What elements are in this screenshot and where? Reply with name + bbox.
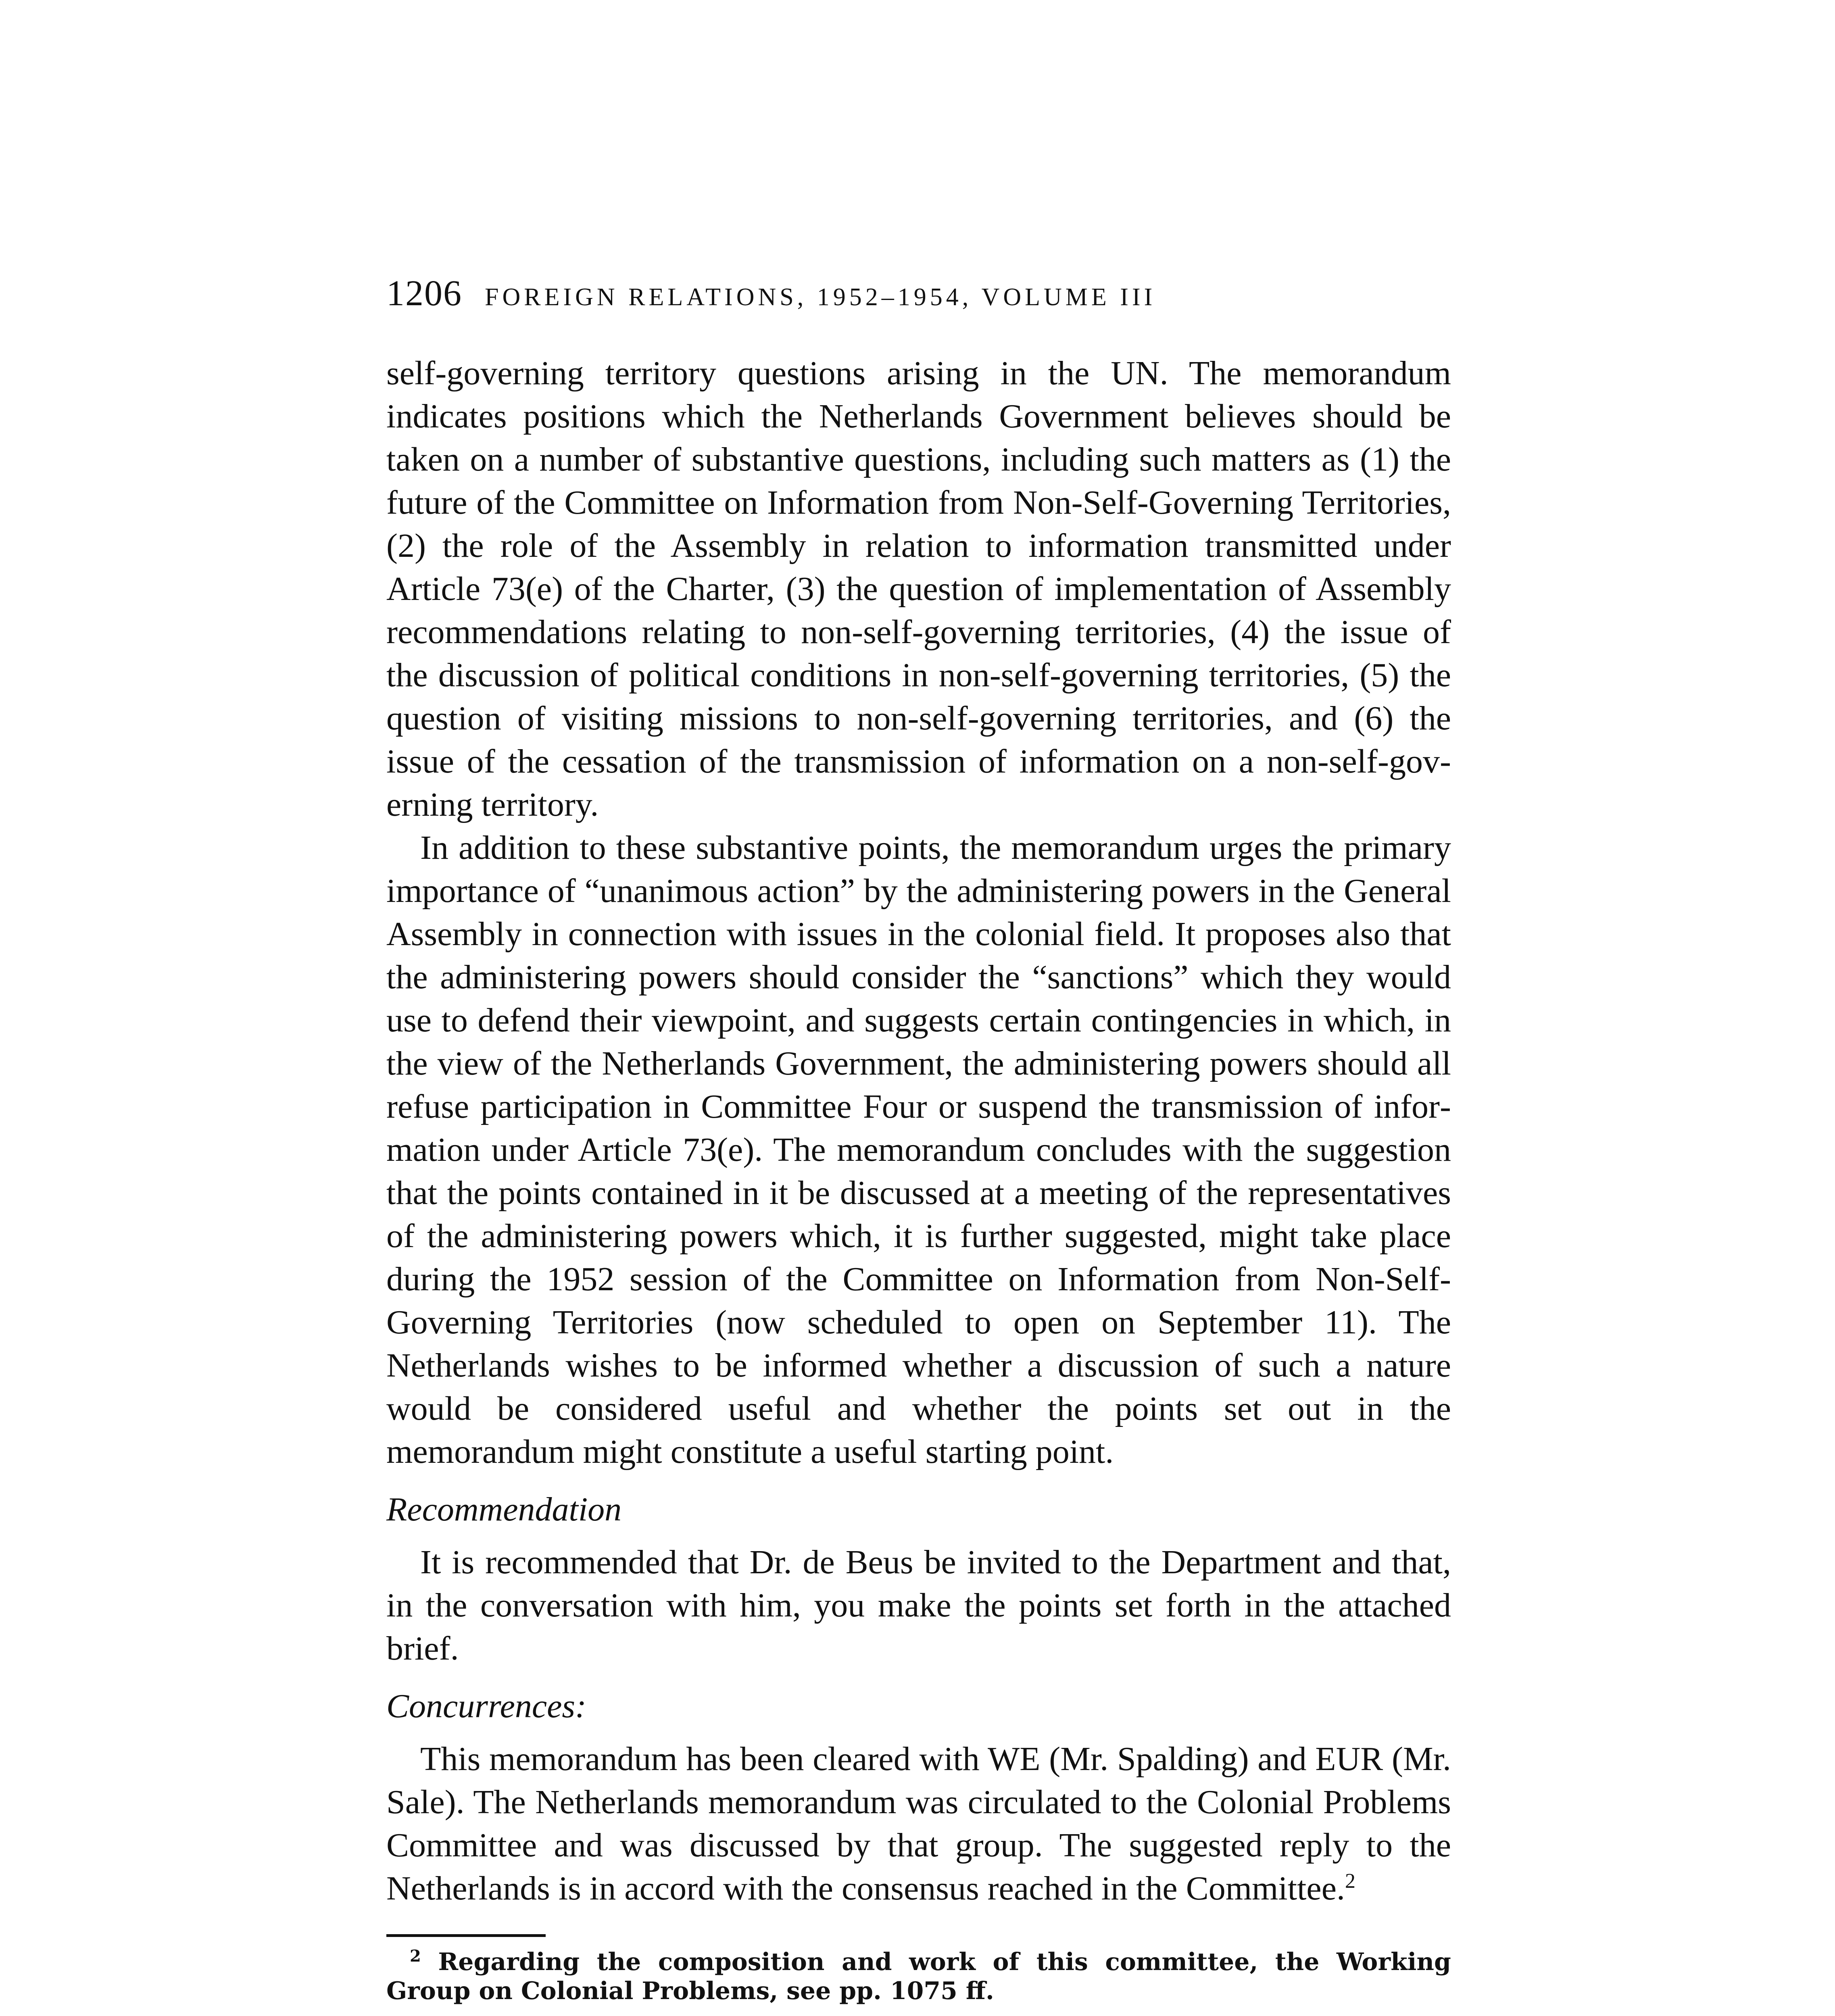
footnote (386, 1947, 1451, 2006)
recommendation-paragraph: It is recommended that Dr. de Beus be invited to the Department and that, in the conversation with him, you make the points set forth in the attached brief. (386, 1543, 1451, 1667)
footnote-text: Regarding the composition and work of this committee, the Working Group on Colonial Problems, see pp. 1075 ff. (386, 1948, 1451, 2005)
footnote-divider (386, 1934, 546, 1937)
running-head: FOREIGN RELATIONS, 1952–1954, VOLUME III (485, 283, 1156, 311)
page-number: 1206 (386, 273, 462, 313)
document-body (386, 352, 1451, 2006)
footnote-marker: 2 (410, 1947, 421, 1966)
paragraph-unanimous-action: In addition to these substantive points, the memorandum urges the primary importance of “unanimous action” by the administering powers in the General Assembly in connection with issues in the colonial field. It proposes also that the administering powers should consider the “sanctions” which they would use to defend their viewpoint, and suggests certain contingencies in which, in the view of the Netherlands Government, the administering powers should all refuse participation in Committee Four or suspend the transmission of information under Article 73(e). The memorandum concludes with the suggestion that the points contained in it be discussed at a meeting of the representatives of the administering powers which, it is further suggested, might take place during the 1952 session of the Committee on Information from Non-Self-Governing Territories (now scheduled to open on September 11). The Netherlands wishes to be informed whether a discussion of such a nature would be considered useful and whether the points set out in the memorandum might constitute a useful starting point. (386, 829, 1451, 1470)
concurrences-text: This memorandum has been cleared with WE (Mr. Spalding) and EUR (Mr. Sale). The Netherlands memorandum was circulated to the Colonial Problems Committee and was discussed by that group. The suggested reply to the Netherlands is in accord with the consensus reached in the Committee. (386, 1740, 1451, 1907)
paragraph-continuation: self-governing territory questions arising in the UN. The memorandum indicates positions which the Netherlands Government believes should be taken on a number of substantive questions, including such matters as (1) the future of the Committee on Information from Non-Self-Governing Territories, (2) the role of the Assembly in relation to information transmitted under Article 73(e) of the Charter, (3) the question of implementation of Assembly recommendations relating to non-self-governing territories, (4) the issue of the discussion of political conditions in non-self-governing territories, (5) the question of visiting missions to non-self-governing territories, and (6) the issue of the cessation of the transmission of information on a non-self-governing territory. (386, 354, 1451, 823)
recommendation-heading: Recommendation (386, 1491, 622, 1528)
footnote-reference: 2 (1345, 1870, 1355, 1893)
concurrences-heading: Concurrences: (386, 1687, 587, 1725)
page-header (386, 273, 1451, 321)
concurrences-paragraph (386, 1737, 1451, 1910)
